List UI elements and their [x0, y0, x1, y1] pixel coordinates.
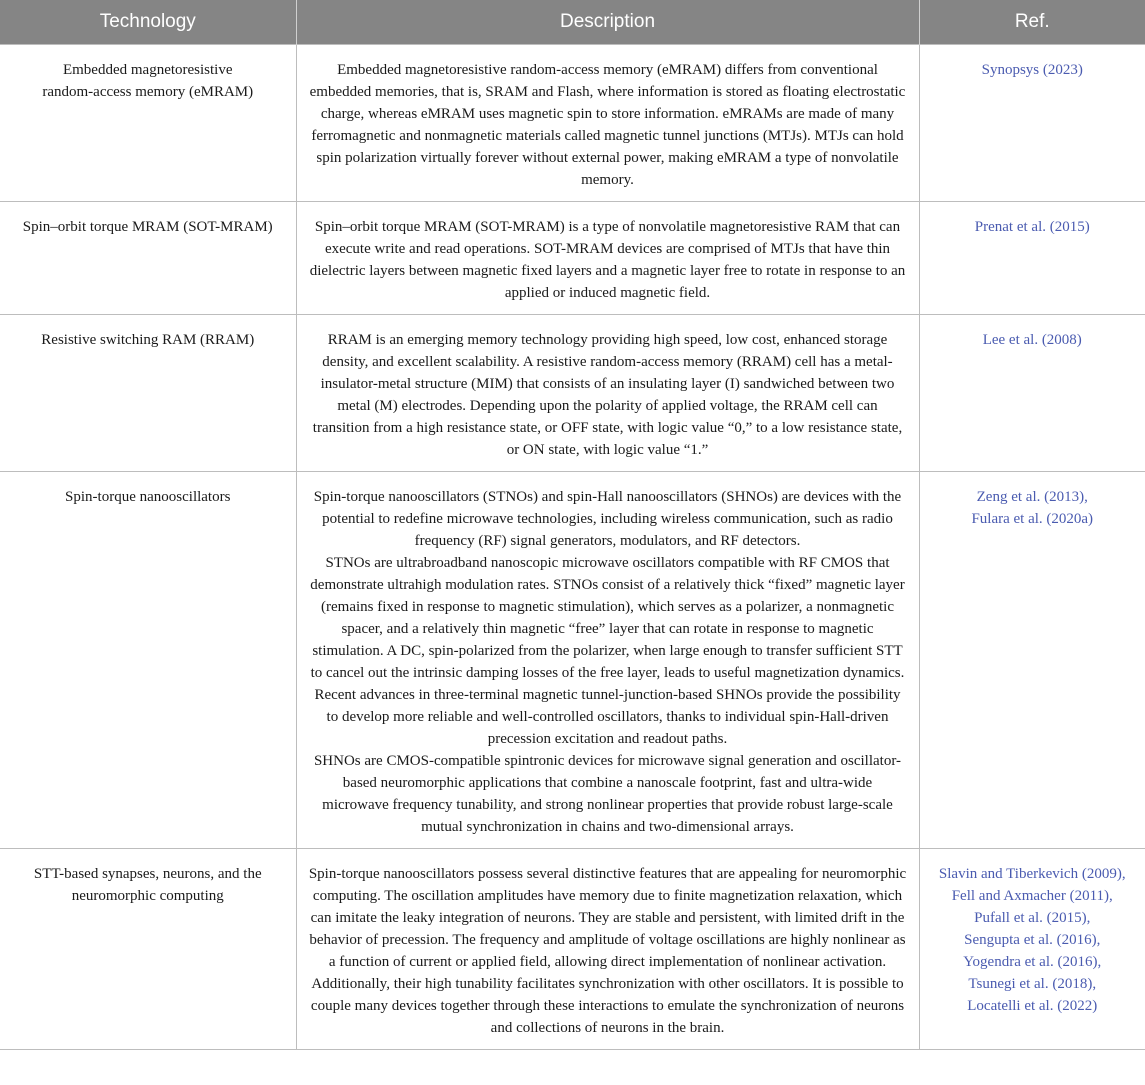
description-paragraph: SHNOs are CMOS-compatible spintronic devices for microwave signal generation and oscillator-based neuromorphic applications that combine a nanoscale footprint, fast and ultra-wide microwave frequency tunability, and strong nonlinear properties that provide robust large-scale mutual synchronization in chains and two-dimensional arrays.: [313, 753, 902, 835]
description-cell: [296, 315, 919, 472]
reference-link[interactable]: Zeng et al. (2013),: [976, 489, 1088, 505]
reference-link[interactable]: Tsunegi et al. (2018),: [968, 976, 1097, 992]
technology-cell: Embedded magnetoresistive random-access memory (eMRAM): [0, 45, 296, 202]
technology-cell: Resistive switching RAM (RRAM): [0, 315, 296, 472]
reference-link[interactable]: Locatelli et al. (2022): [967, 998, 1098, 1014]
table-body: [0, 45, 1145, 1050]
description-cell: [296, 472, 919, 849]
table-row: [0, 45, 1145, 202]
reference-link[interactable]: Yogendra et al. (2016),: [963, 954, 1102, 970]
ref-cell: [919, 45, 1145, 202]
reference-link[interactable]: Pufall et al. (2015),: [974, 910, 1091, 926]
description-paragraph: RRAM is an emerging memory technology providing high speed, low cost, enhanced storage density, and excellent scalability. A resistive random-access memory (RRAM) cell has a metal-insulator-metal structure (MIM) that consists of an insulating layer (I) sandwiched between two metal (M) electrodes. Depending upon the polarity of applied voltage, the RRAM cell can transition from a high resistance state, or OFF state, with logic value “0,” to a low resistance state, or ON state, with logic value “1.”: [312, 332, 903, 458]
ref-cell: [919, 472, 1145, 849]
table-row: [0, 849, 1145, 1050]
reference-link[interactable]: Lee et al. (2008): [982, 332, 1082, 348]
technology-cell: Spin–orbit torque MRAM (SOT-MRAM): [0, 202, 296, 315]
description-paragraph: Spin-torque nanooscillators possess several distinctive features that are appealing for neuromorphic computing. The oscillation amplitudes have memory due to finite magnetization relaxation, which can imitate the leaky integration of neurons. They are stable and persistent, with limited drift in the behavior of precession. The frequency and amplitude of voltage oscillations are highly nonlinear as a function of current or applied field, allowing direct implementation of nonlinear activation. Additionally, their high tunability facilitates synchronization with other oscillators. It is possible to couple many devices together through these interactions to emulate the synchronization of neurons and collections of neurons in the brain.: [308, 866, 907, 1036]
reference-link[interactable]: Slavin and Tiberkevich (2009),: [938, 866, 1126, 882]
description-paragraph: Spin-torque nanooscillators (STNOs) and spin-Hall nanooscillators (SHNOs) are devices with the potential to redefine microwave technologies, including wireless communication, such as radio frequency (RF) signal generators, modulators, and RF detectors.: [313, 489, 902, 549]
table-row: [0, 202, 1145, 315]
description-paragraph: STNOs are ultrabroadband nanoscopic microwave oscillators compatible with RF CMOS that demonstrate ultrahigh modulation rates. STNOs consist of a relatively thick “fixed” magnetic layer (remains fixed in response to magnetic stimulation), which serves as a polarizer, a nonmagnetic spacer, and a relatively thin magnetic “free” layer that can rotate in response to magnetic stimulation. A DC, spin-polarized from the polarizer, when large enough to transfer sufficient STT to cancel out the intrinsic damping losses of the free layer, leads to useful magnetization dynamics.: [310, 555, 905, 681]
technology-cell: STT-based synapses, neurons, and the neuromorphic computing: [0, 849, 296, 1050]
ref-cell: [919, 849, 1145, 1050]
description-cell: [296, 849, 919, 1050]
ref-cell: [919, 315, 1145, 472]
column-header-technology: Technology: [0, 0, 296, 45]
description-paragraph: Embedded magnetoresistive random-access memory (eMRAM) differs from conventional embedded memories, that is, SRAM and Flash, where information is stored as floating electrostatic charge, whereas eMRAM uses magnetic spin to store information. eMRAMs are made of many ferromagnetic and nonmagnetic materials called magnetic tunnel junctions (MTJs). MTJs can hold spin polarization virtually forever without external power, making eMRAM a type of nonvolatile memory.: [309, 62, 906, 188]
table-row: [0, 315, 1145, 472]
description-paragraph: Spin–orbit torque MRAM (SOT-MRAM) is a type of nonvolatile magnetoresistive RAM that can execute write and read operations. SOT-MRAM devices are comprised of MTJs that have thin dielectric layers between magnetic fixed layers and a magnetic layer free to rotate in response to an applied or induced magnetic field.: [309, 219, 906, 301]
reference-link[interactable]: Prenat et al. (2015): [974, 219, 1090, 235]
technology-cell: Spin-torque nanooscillators: [0, 472, 296, 849]
reference-link[interactable]: Sengupta et al. (2016),: [964, 932, 1101, 948]
ref-cell: [919, 202, 1145, 315]
reference-link[interactable]: Fulara et al. (2020a): [971, 511, 1094, 527]
header-row: [0, 0, 1145, 45]
description-paragraph: Recent advances in three-terminal magnetic tunnel-junction-based SHNOs provide the possibility to develop more reliable and well-controlled oscillators, thanks to individual spin-Hall-driven precession excitation and readout paths.: [314, 687, 901, 747]
description-cell: [296, 202, 919, 315]
column-header-ref: Ref.: [919, 0, 1145, 45]
reference-link[interactable]: Synopsys (2023): [981, 62, 1083, 78]
description-cell: [296, 45, 919, 202]
column-header-description: Description: [296, 0, 919, 45]
reference-link[interactable]: Fell and Axmacher (2011),: [951, 888, 1113, 904]
table-row: [0, 472, 1145, 849]
